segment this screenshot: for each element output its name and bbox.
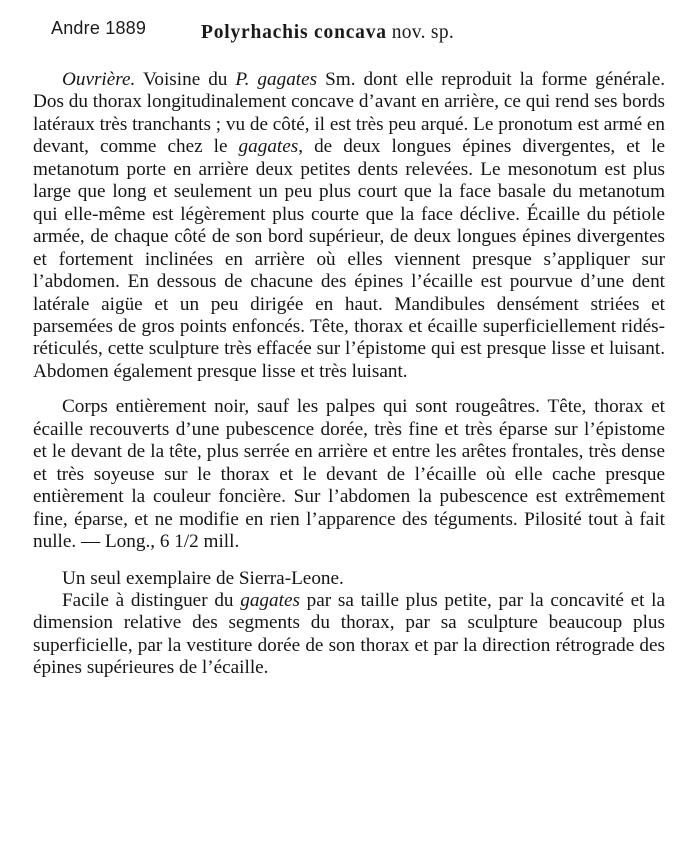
species-status: nov. sp.	[391, 22, 455, 43]
coloration-paragraph	[33, 396, 665, 553]
specimen-paragraph	[33, 568, 665, 590]
text-run: Un seul exemplaire de Sierra-Leone.	[62, 567, 344, 589]
source-label: Andre 1889	[51, 18, 147, 38]
worker-description-paragraph	[33, 69, 665, 383]
species-title	[201, 22, 454, 44]
italic-text-run: Ouvrière.	[62, 69, 136, 90]
text-run: Facile à distinguer du	[62, 589, 241, 611]
italic-text-run: P. gagates	[235, 69, 318, 90]
italic-text-run: gagates	[240, 589, 300, 611]
diagnosis-paragraph	[33, 590, 665, 680]
text-run: par sa taille plus petite, par la concavité et la dimension relative des segments du thorax, par sa sculpture beaucoup plus superficielle, par la vestiture dorée de son thorax et par la direction rétrograde des épines supérieures de l’écaille.	[33, 589, 665, 679]
page-header	[0, 0, 684, 60]
italic-text-run: gagates	[238, 136, 299, 158]
text-run: Corps entièrement noir, sauf les palpes qui sont rougeâtres. Tête, thorax et écaille recouverts d’une pubescence dorée, très fine et très éparse sur l’épistome et le devant de la tête, plus serrée en arrière et entre les arêtes frontales, très dense et très soyeuse sur le thorax et le devant de l’écaille où elle cache presque entièrement la couleur foncière. Sur l’abdomen la pubescence est extrêmement fine, éparse, et ne modifie en rien l’apparence des téguments. Pilosité tout à fait nulle. — Long., 6 1/2 mill.	[33, 396, 665, 553]
species-name: Polyrhachis concava	[201, 22, 387, 43]
text-run: Sm. dont elle reproduit la forme générale. Dos du thorax longitudinalement concave d’avant en arrière, ce qui rend ses bords latéraux très tranchants ; vu de côté, il est très peu arqué. Le pronotum est armé en devant, comme chez le	[33, 69, 666, 158]
description-body	[33, 69, 665, 680]
text-run: Voisine du	[135, 69, 236, 90]
text-run: , de deux longues épines divergentes, et le metanotum porte en arrière deux petites dents relevées. Le mesonotum est plus large que long et seulement un peu plus court que la face basale du metanotum qui elle-même est légèrement plus courte que la face déclive. Écaille du pétiole armée, de chaque côté de son bord supérieur, de deux longues épines divergentes et fortement inclinées en arrière où elles viennent presque s’appliquer sur l’abdomen. En dessous de chacune des épines l’écaille est pourvue d’une dent latérale aigüe et un peu dirigée en haut. Mandibules densément striées et parsemées de gros points enfoncés. Tête, thorax et écaille superficiellement ridés-réticulés, cette sculpture très effacée sur l’épistome qui est presque lisse et luisant. Abdomen également presque lisse et très luisant.	[33, 136, 665, 382]
